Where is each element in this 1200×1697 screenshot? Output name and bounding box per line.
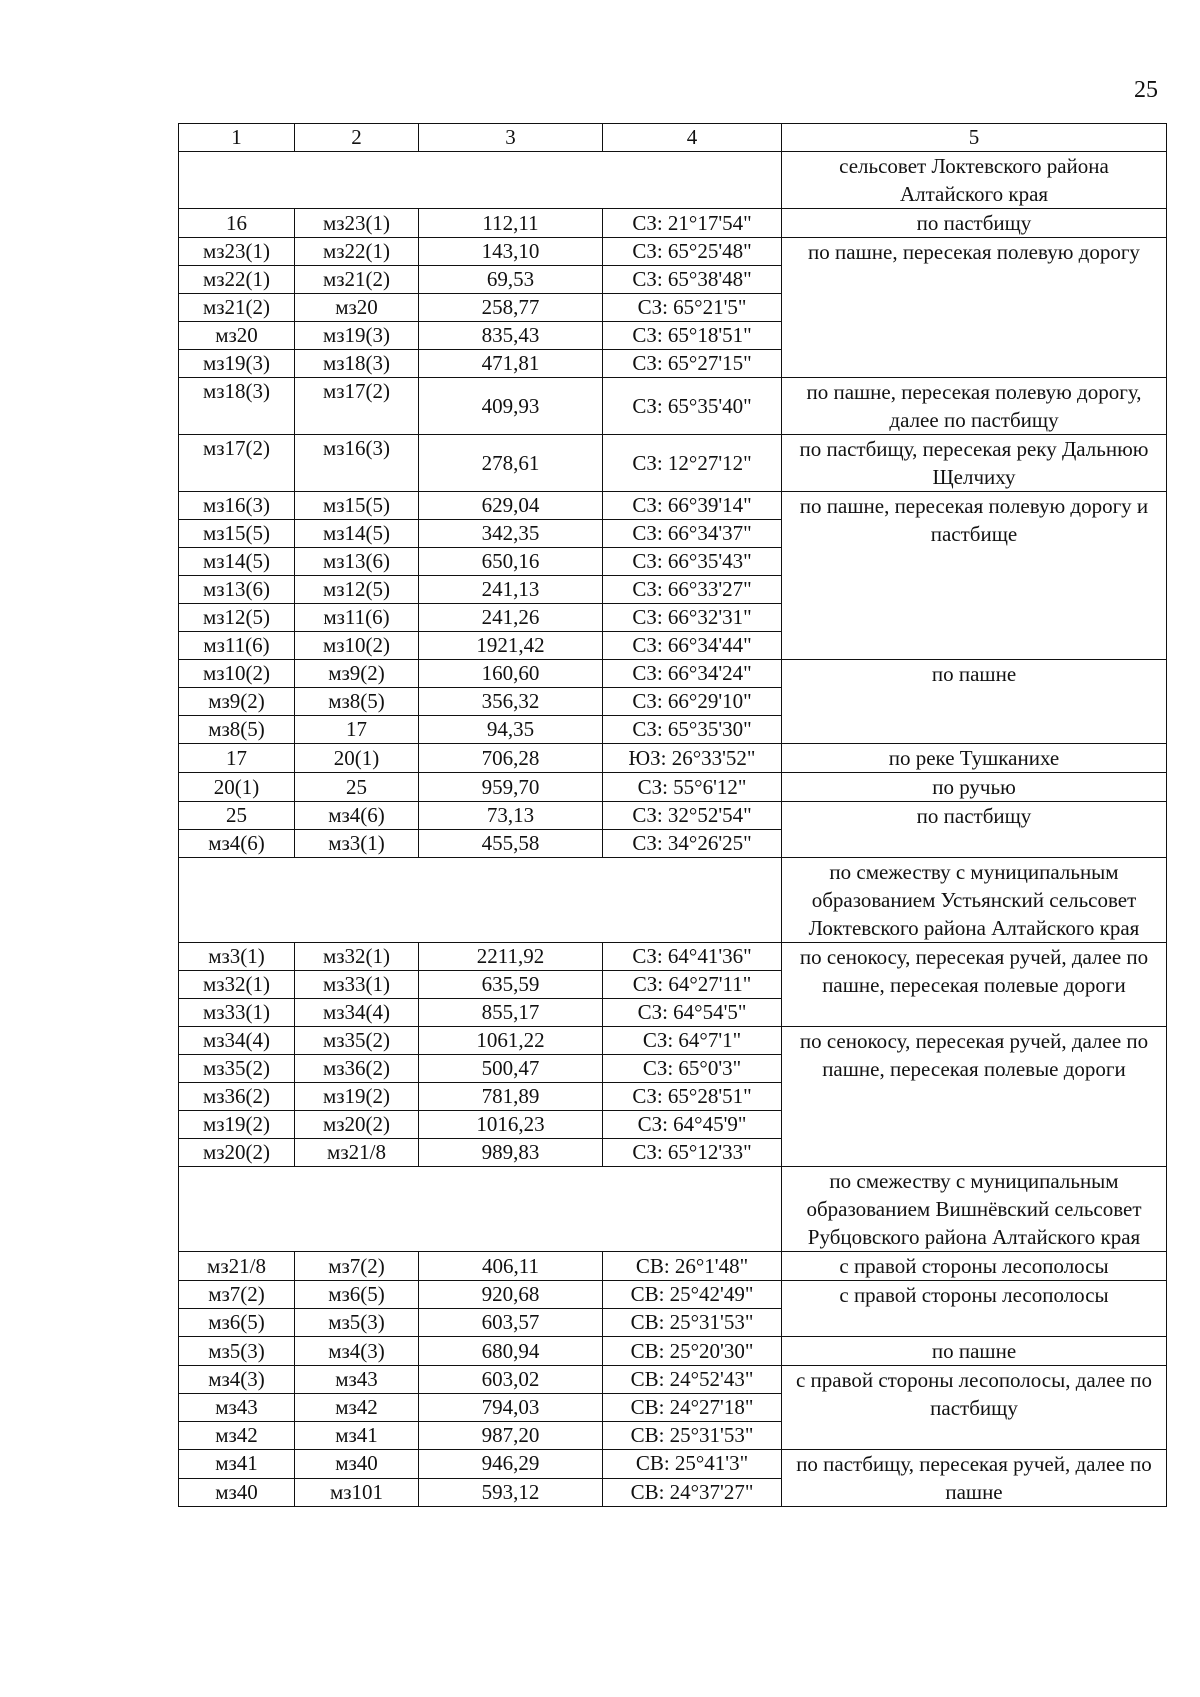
distance-cell: 406,11 [419,1252,603,1281]
route-description: по пастбищу [782,802,1167,858]
header-cell-4: 4 [603,124,782,152]
bearing-cell: СЗ: 66°33'27" [603,576,782,604]
from-point-cell: мз20 [179,322,295,350]
distance-cell: 1921,42 [419,632,603,660]
route-description: по пашне, пересекая полевую дорогу, далее по пастбищу [782,378,1167,435]
table-row [179,1450,1167,1479]
from-point-cell: мз43 [179,1394,295,1422]
to-point-cell: мз42 [295,1394,419,1422]
header-row [179,124,1167,152]
bearing-cell: СЗ: 55°6'12" [603,773,782,802]
bearing-cell: СЗ: 21°17'54" [603,209,782,238]
from-point-cell: 20(1) [179,773,295,802]
bearing-cell: СВ: 25°42'49" [603,1281,782,1309]
distance-cell: 593,12 [419,1478,603,1507]
from-point-cell: мз33(1) [179,999,295,1027]
route-description: по пашне [782,660,1167,744]
distance-cell: 241,13 [419,576,603,604]
distance-cell: 1016,23 [419,1111,603,1139]
from-point-cell: мз14(5) [179,548,295,576]
route-description: по пастбищу, пересекая ручей, далее по пашне [782,1450,1167,1507]
section-empty-cell [179,858,782,943]
table-row [179,943,1167,971]
from-point-cell: 16 [179,209,295,238]
header-cell-5: 5 [782,124,1167,152]
table-row [179,1366,1167,1394]
from-point-cell: мз21/8 [179,1252,295,1281]
from-point-cell: мз19(2) [179,1111,295,1139]
table-row [179,378,1167,435]
to-point-cell: мз23(1) [295,209,419,238]
bearing-cell: СЗ: 65°0'3" [603,1055,782,1083]
route-description: с правой стороны лесополосы [782,1281,1167,1337]
to-point-cell: мз35(2) [295,1027,419,1055]
distance-cell: 471,81 [419,350,603,378]
bearing-cell: СВ: 26°1'48" [603,1252,782,1281]
section-row [179,152,1167,209]
table-row [179,773,1167,802]
to-point-cell: 17 [295,716,419,744]
header-cell-1: 1 [179,124,295,152]
distance-cell: 94,35 [419,716,603,744]
table-row [179,238,1167,266]
bearing-cell: СЗ: 66°32'31" [603,604,782,632]
to-point-cell: мз101 [295,1478,419,1507]
from-point-cell: мз34(4) [179,1027,295,1055]
to-point-cell: мз5(3) [295,1309,419,1337]
distance-cell: 603,02 [419,1366,603,1394]
to-point-cell: мз3(1) [295,830,419,858]
bearing-cell: СЗ: 66°35'43" [603,548,782,576]
distance-cell: 356,32 [419,688,603,716]
to-point-cell: мз11(6) [295,604,419,632]
to-point-cell: мз34(4) [295,999,419,1027]
table-row [179,1281,1167,1309]
distance-cell: 920,68 [419,1281,603,1309]
table-row [179,660,1167,688]
section-empty-cell [179,1167,782,1252]
bearing-cell: СЗ: 64°45'9" [603,1111,782,1139]
to-point-cell: мз13(6) [295,548,419,576]
distance-cell: 241,26 [419,604,603,632]
from-point-cell: мз7(2) [179,1281,295,1309]
bearing-cell: СВ: 25°31'53" [603,1309,782,1337]
bearing-cell: СВ: 24°37'27" [603,1478,782,1507]
bearing-cell: СЗ: 65°38'48" [603,266,782,294]
section-description: по смежеству с муниципальным образованием Вишнёвский сельсовет Рубцовского района Алтайского края [782,1167,1167,1252]
table-row [179,1337,1167,1366]
route-description: по пастбищу, пересекая реку Дальнюю Щелчиху [782,435,1167,492]
distance-cell: 855,17 [419,999,603,1027]
to-point-cell: мз4(6) [295,802,419,830]
distance-cell: 1061,22 [419,1027,603,1055]
from-point-cell: мз5(3) [179,1337,295,1366]
bearing-cell: СЗ: 65°21'5" [603,294,782,322]
from-point-cell: мз13(6) [179,576,295,604]
to-point-cell: мз12(5) [295,576,419,604]
bearing-cell: ЮЗ: 26°33'52" [603,744,782,773]
from-point-cell: 25 [179,802,295,830]
to-point-cell: мз9(2) [295,660,419,688]
from-point-cell: мз8(5) [179,716,295,744]
to-point-cell: мз17(2) [295,378,419,435]
from-point-cell: мз17(2) [179,435,295,492]
distance-cell: 835,43 [419,322,603,350]
from-point-cell: мз6(5) [179,1309,295,1337]
to-point-cell: мз7(2) [295,1252,419,1281]
route-description: по пашне, пересекая полевую дорогу [782,238,1167,378]
distance-cell: 706,28 [419,744,603,773]
route-description: по реке Тушканихе [782,744,1167,773]
distance-cell: 160,60 [419,660,603,688]
to-point-cell: мз20(2) [295,1111,419,1139]
from-point-cell: мз10(2) [179,660,295,688]
to-point-cell: мз10(2) [295,632,419,660]
boundary-table [178,123,1167,1507]
to-point-cell: мз15(5) [295,492,419,520]
from-point-cell: мз12(5) [179,604,295,632]
distance-cell: 258,77 [419,294,603,322]
table-row [179,209,1167,238]
to-point-cell: мз32(1) [295,943,419,971]
from-point-cell: мз15(5) [179,520,295,548]
bearing-cell: СЗ: 66°34'37" [603,520,782,548]
from-point-cell: мз23(1) [179,238,295,266]
distance-cell: 73,13 [419,802,603,830]
section-row [179,858,1167,943]
from-point-cell: мз40 [179,1478,295,1507]
distance-cell: 650,16 [419,548,603,576]
to-point-cell: мз8(5) [295,688,419,716]
from-point-cell: мз4(3) [179,1366,295,1394]
to-point-cell: мз19(2) [295,1083,419,1111]
table-row [179,744,1167,773]
table-row [179,1252,1167,1281]
to-point-cell: мз6(5) [295,1281,419,1309]
from-point-cell: мз22(1) [179,266,295,294]
to-point-cell: мз36(2) [295,1055,419,1083]
page-number: 25 [1134,77,1158,103]
to-point-cell: мз41 [295,1422,419,1450]
distance-cell: 959,70 [419,773,603,802]
distance-cell: 987,20 [419,1422,603,1450]
distance-cell: 455,58 [419,830,603,858]
table-row [179,802,1167,830]
distance-cell: 112,11 [419,209,603,238]
distance-cell: 794,03 [419,1394,603,1422]
bearing-cell: СЗ: 66°29'10" [603,688,782,716]
bearing-cell: СЗ: 34°26'25" [603,830,782,858]
from-point-cell: мз18(3) [179,378,295,435]
route-description: по пастбищу [782,209,1167,238]
route-description: по сенокосу, пересекая ручей, далее по пашне, пересекая полевые дороги [782,943,1167,1027]
distance-cell: 635,59 [419,971,603,999]
distance-cell: 946,29 [419,1450,603,1479]
from-point-cell: мз19(3) [179,350,295,378]
from-point-cell: мз42 [179,1422,295,1450]
distance-cell: 603,57 [419,1309,603,1337]
distance-cell: 989,83 [419,1139,603,1167]
section-description: по смежеству с муниципальным образованием Устьянский сельсовет Локтевского района Алтайского края [782,858,1167,943]
bearing-cell: СЗ: 65°35'40" [603,378,782,435]
to-point-cell: мз21/8 [295,1139,419,1167]
route-description: по ручью [782,773,1167,802]
to-point-cell: мз16(3) [295,435,419,492]
from-point-cell: мз32(1) [179,971,295,999]
bearing-cell: СЗ: 32°52'54" [603,802,782,830]
bearing-cell: СЗ: 66°39'14" [603,492,782,520]
distance-cell: 409,93 [419,378,603,435]
section-row [179,1167,1167,1252]
to-point-cell: мз18(3) [295,350,419,378]
bearing-cell: СЗ: 64°41'36" [603,943,782,971]
to-point-cell: 25 [295,773,419,802]
bearing-cell: СЗ: 64°54'5" [603,999,782,1027]
from-point-cell: мз35(2) [179,1055,295,1083]
table-row [179,492,1167,520]
bearing-cell: СВ: 24°52'43" [603,1366,782,1394]
to-point-cell: мз4(3) [295,1337,419,1366]
bearing-cell: СЗ: 65°35'30" [603,716,782,744]
bearing-cell: СЗ: 65°28'51" [603,1083,782,1111]
route-description: по сенокосу, пересекая ручей, далее по пашне, пересекая полевые дороги [782,1027,1167,1167]
route-description: по пашне [782,1337,1167,1366]
bearing-cell: СЗ: 65°25'48" [603,238,782,266]
header-cell-2: 2 [295,124,419,152]
route-description: с правой стороны лесополосы, далее по пастбищу [782,1366,1167,1450]
distance-cell: 143,10 [419,238,603,266]
distance-cell: 500,47 [419,1055,603,1083]
bearing-cell: СЗ: 64°27'11" [603,971,782,999]
to-point-cell: мз21(2) [295,266,419,294]
distance-cell: 342,35 [419,520,603,548]
section-description: сельсовет Локтевского района Алтайского края [782,152,1167,209]
bearing-cell: СЗ: 64°7'1" [603,1027,782,1055]
bearing-cell: СЗ: 12°27'12" [603,435,782,492]
from-point-cell: мз4(6) [179,830,295,858]
from-point-cell: мз16(3) [179,492,295,520]
from-point-cell: мз3(1) [179,943,295,971]
from-point-cell: мз9(2) [179,688,295,716]
bearing-cell: СЗ: 65°18'51" [603,322,782,350]
from-point-cell: 17 [179,744,295,773]
to-point-cell: мз20 [295,294,419,322]
from-point-cell: мз11(6) [179,632,295,660]
bearing-cell: СВ: 25°20'30" [603,1337,782,1366]
from-point-cell: мз36(2) [179,1083,295,1111]
bearing-cell: СЗ: 65°27'15" [603,350,782,378]
to-point-cell: мз19(3) [295,322,419,350]
to-point-cell: мз43 [295,1366,419,1394]
bearing-cell: СВ: 25°41'3" [603,1450,782,1479]
to-point-cell: мз22(1) [295,238,419,266]
bearing-cell: СЗ: 66°34'24" [603,660,782,688]
table-body [179,124,1167,1507]
distance-cell: 781,89 [419,1083,603,1111]
route-description: по пашне, пересекая полевую дорогу и пастбище [782,492,1167,660]
distance-cell: 278,61 [419,435,603,492]
to-point-cell: 20(1) [295,744,419,773]
distance-cell: 2211,92 [419,943,603,971]
to-point-cell: мз33(1) [295,971,419,999]
from-point-cell: мз41 [179,1450,295,1479]
bearing-cell: СВ: 25°31'53" [603,1422,782,1450]
bearing-cell: СЗ: 65°12'33" [603,1139,782,1167]
distance-cell: 69,53 [419,266,603,294]
from-point-cell: мз21(2) [179,294,295,322]
to-point-cell: мз40 [295,1450,419,1479]
bearing-cell: СВ: 24°27'18" [603,1394,782,1422]
to-point-cell: мз14(5) [295,520,419,548]
distance-cell: 680,94 [419,1337,603,1366]
table-row [179,1027,1167,1055]
distance-cell: 629,04 [419,492,603,520]
table-row [179,435,1167,492]
bearing-cell: СЗ: 66°34'44" [603,632,782,660]
section-empty-cell [179,152,782,209]
route-description: с правой стороны лесополосы [782,1252,1167,1281]
header-cell-3: 3 [419,124,603,152]
from-point-cell: мз20(2) [179,1139,295,1167]
